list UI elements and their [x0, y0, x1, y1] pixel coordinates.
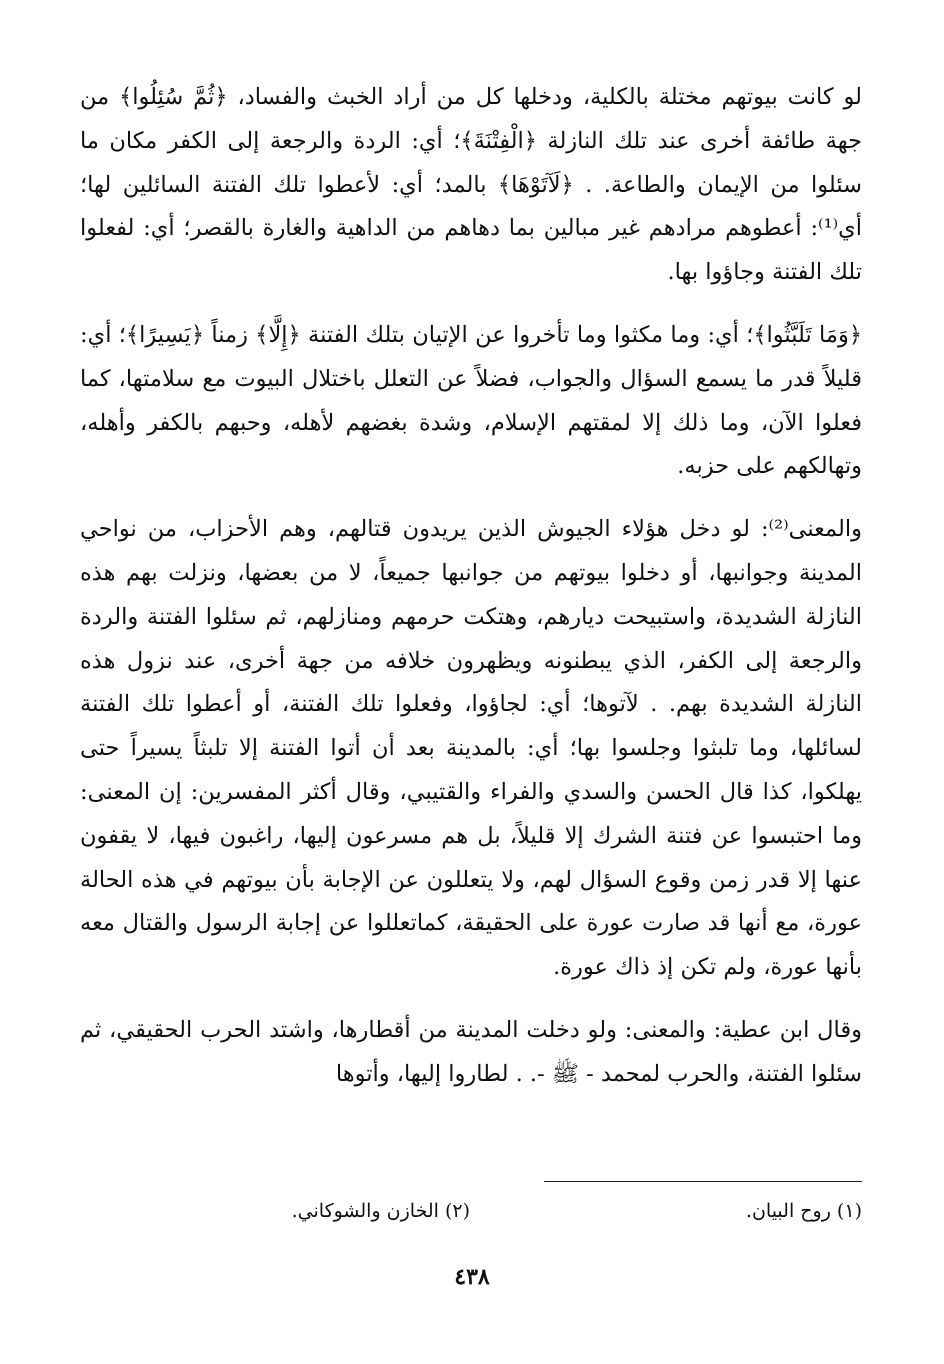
paragraph-2: ﴿وَمَا تَلَبَّثُوا﴾؛ أي: وما مكثوا وما تأخروا عن الإتيان بتلك الفتنة ﴿إِلَّا﴾ زمناً ﴿يَسِيرًا﴾؛ أي: قليلاً قدر ما يسمع السؤال والجواب، فضلاً عن التعلل باختلال البيوت مع سلامتها، كما فعلوا الآن، وما ذلك إلا لمقتهم الإسلام، وشدة بغضهم لأهله، وحبهم بالكفر وأهله، وتهالكهم على حزبه.	[80, 321, 862, 480]
footnote-1: (١) روح البيان.	[745, 1200, 862, 1222]
main-text-block	[80, 76, 862, 1097]
footnote-2: (٢) الخازن والشوكاني.	[291, 1200, 470, 1222]
footnotes	[222, 1196, 862, 1228]
paragraph-1: لو كانت بيوتهم مختلة بالكلية، ودخلها كل من أراد الخبث والفساد، ﴿ثُمَّ سُئِلُوا﴾ من جهة طائفة أخرى عند تلك النازلة ﴿الْفِتْنَةَ﴾؛ أي: الردة والرجعة إلى الكفر مكان ما سئلوا من الإيمان والطاعة. . ﴿لَآتَوْهَا﴾ بالمد؛ أي: لأعطوا تلك الفتنة السائلين لها؛ أي⁽¹⁾: أعطوهم مرادهم غير مبالين بما دهاهم من الداهية والغارة بالقصر؛ أي: لفعلوا تلك الفتنة وجاؤوا بها.	[80, 84, 862, 286]
page-number: ٤٣٨	[454, 1264, 490, 1290]
footnote-separator	[544, 1181, 862, 1182]
paragraph-3: والمعنى⁽²⁾: لو دخل هؤلاء الجيوش الذين يريدون قتالهم، وهم الأحزاب، من نواحي المدينة وجوانبها، أو دخلوا بيوتهم من جوانبها جميعاً، لا من بعضها، ونزلت بهم هذه النازلة الشديدة، واستبيحت ديارهم، وهتكت حرمهم ومنازلهم، ثم سئلوا الفتنة والردة والرجعة إلى الكفر، الذي يبطنونه ويظهرون خلافه من جهة أخرى، عند نزول هذه النازلة الشديدة بهم. . لآتوها؛ أي: لجاؤوا، وفعلوا تلك الفتنة، أو أعطوا تلك الفتنة لسائلها، وما تلبثوا وجلسوا بها؛ أي: بالمدينة بعد أن أتوا الفتنة إلا تلبثاً يسيراً حتى يهلكوا، كذا قال الحسن والسدي والفراء والقتيبي، وقال أكثر المفسرين: إن المعنى: وما احتبسوا عن فتنة الشرك إلا قليلاً، بل هم مسرعون إليها، راغبون فيها، لا يقفون عنها إلا قدر زمن وقوع السؤال لهم، ولا يتعللون عن الإجابة بأن بيوتهم في هذه الحالة عورة، مع أنها قد صارت عورة على الحقيقة، كماتعللوا عن إجابة الرسول والقتال معه بأنها عورة، ولم تكن إذ ذاك عورة.	[80, 516, 863, 981]
paragraph-4: وقال ابن عطية: والمعنى: ولو دخلت المدينة من أقطارها، واشتد الحرب الحقيقي، ثم سئلوا الفتنة، والحرب لمحمد - ﷺ -. . لطاروا إليها، وأتوها	[80, 1016, 862, 1087]
